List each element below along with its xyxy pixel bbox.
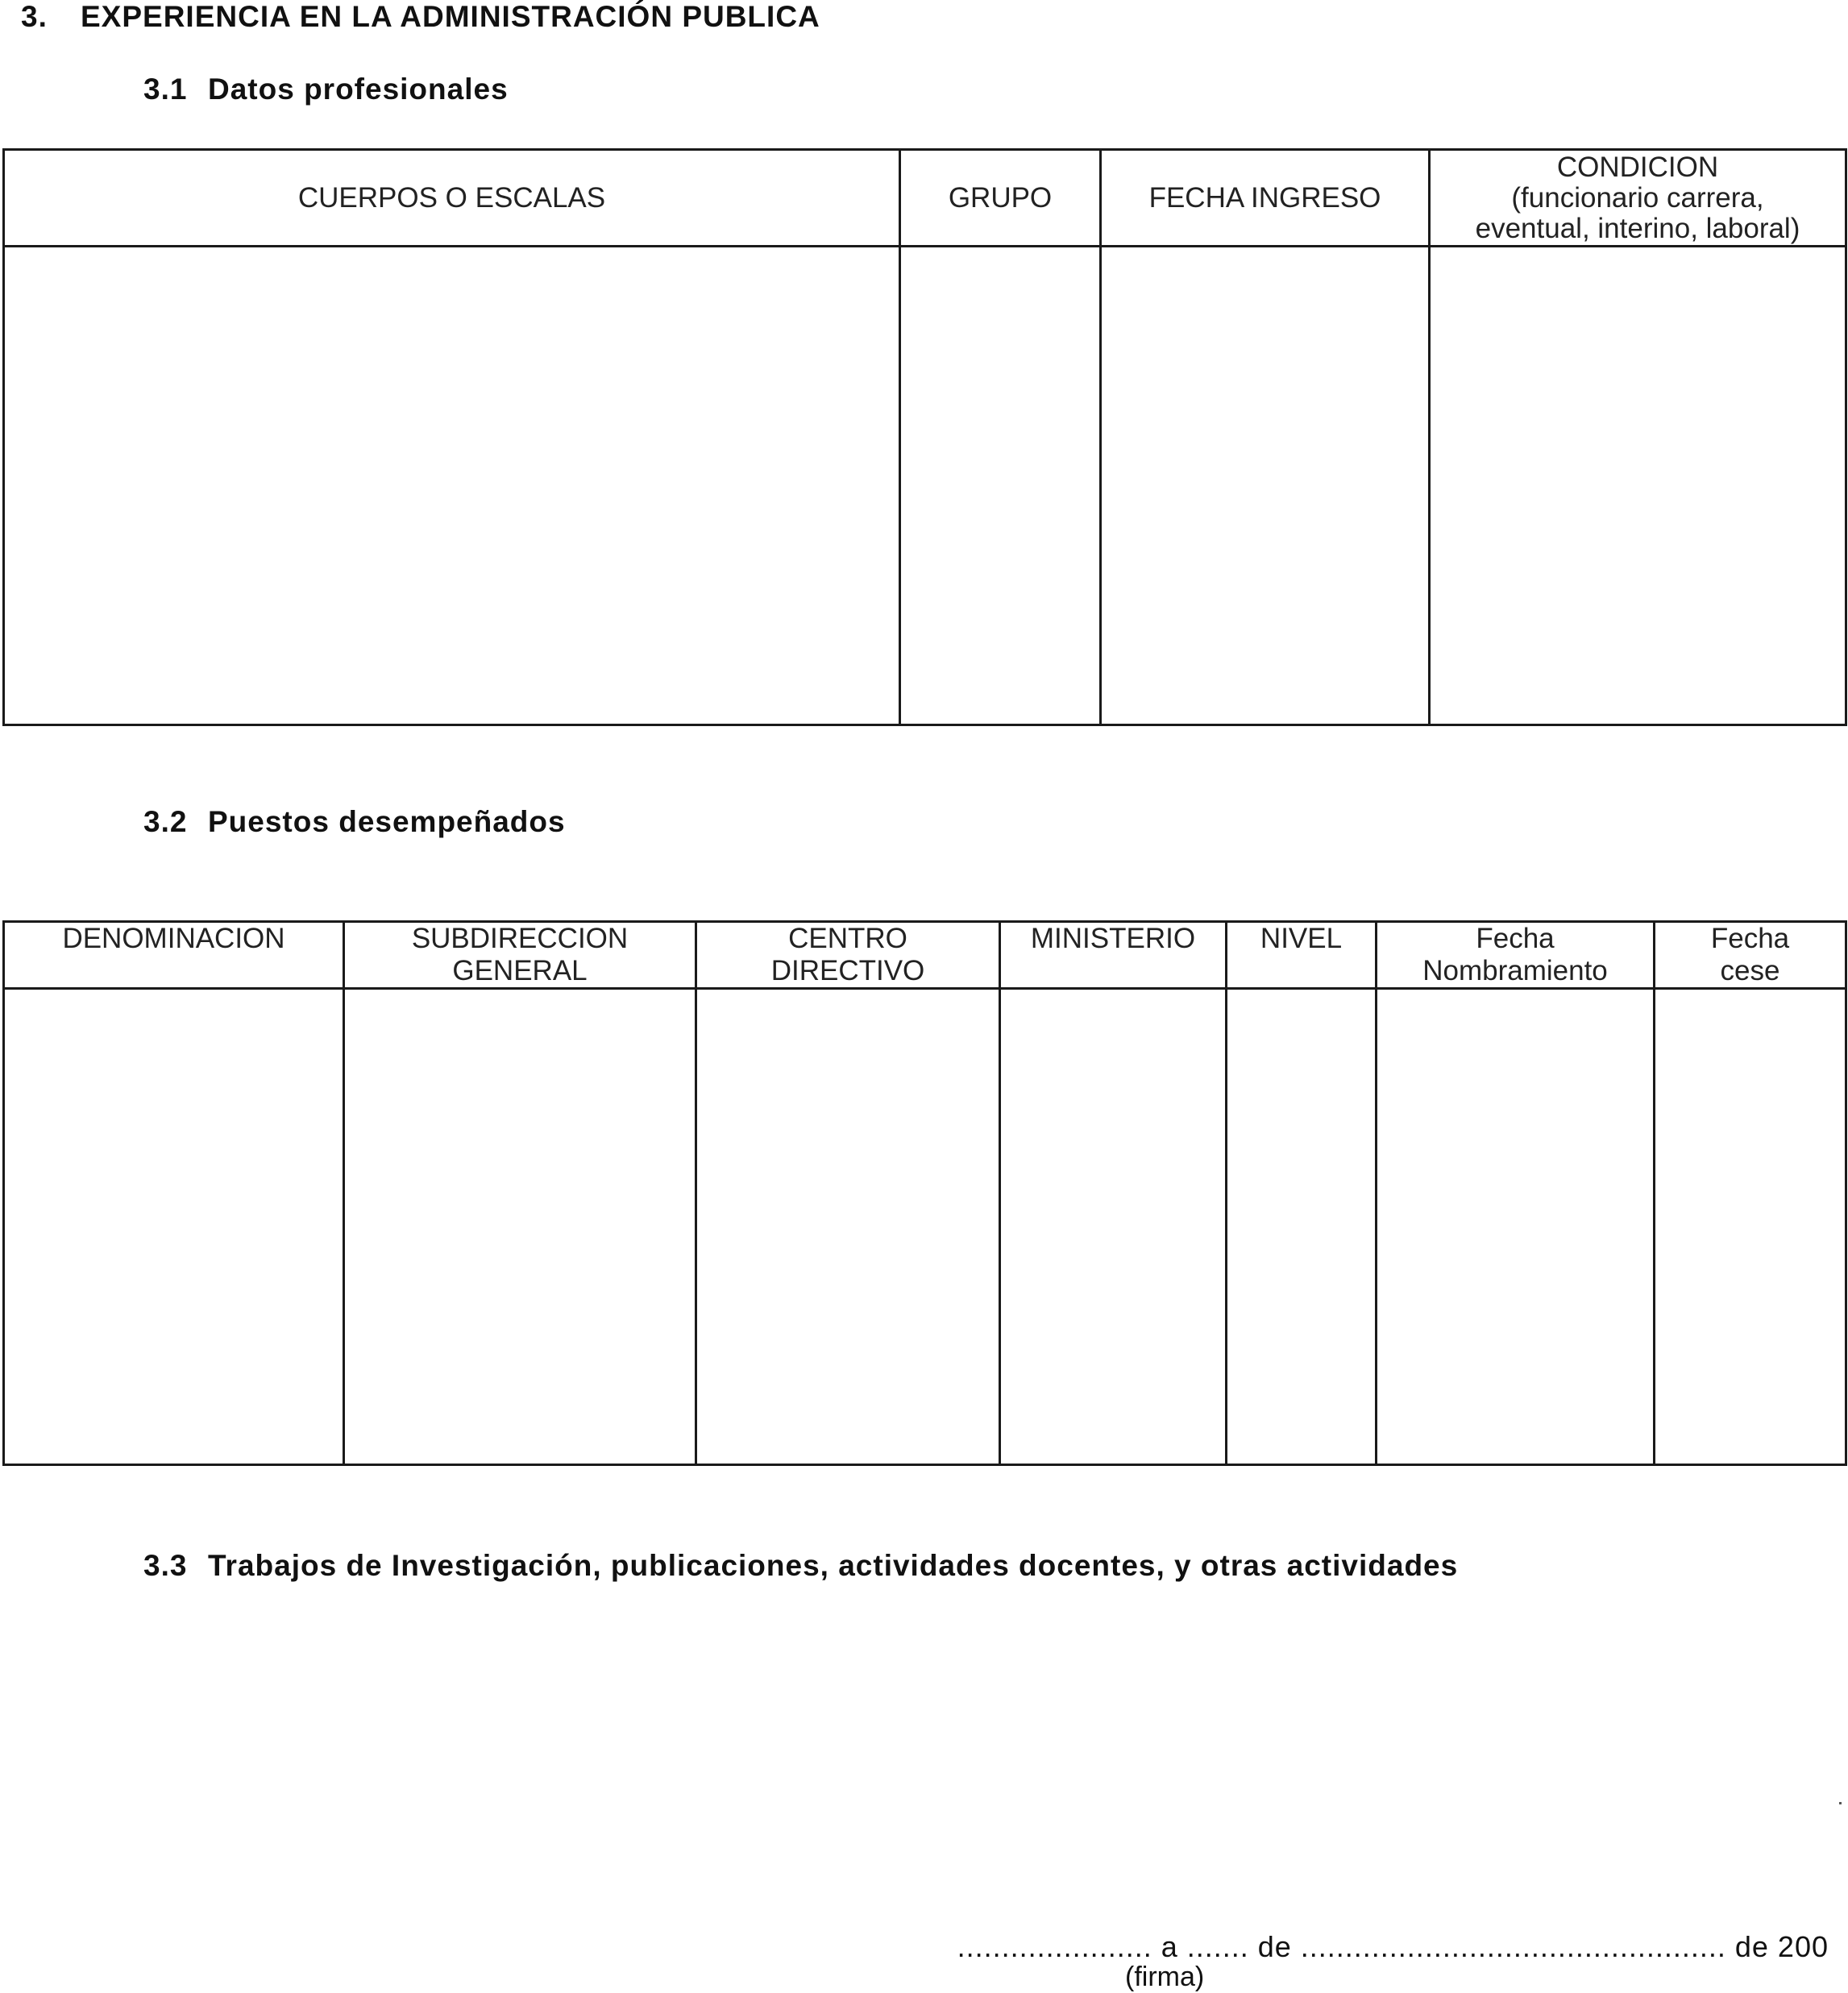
cell-grupo[interactable] xyxy=(900,247,1101,725)
header-line: NIVEL xyxy=(1260,923,1343,954)
scan-speck xyxy=(1839,1802,1842,1804)
table-row xyxy=(4,247,1846,725)
table-row xyxy=(4,989,1846,1465)
header-line: DIRECTIVO xyxy=(770,955,925,986)
header-line: cese xyxy=(1720,955,1780,986)
header-line: CENTRO xyxy=(788,923,907,954)
header-line: (funcionario carrera, xyxy=(1511,181,1764,214)
puestos-desempenados-table xyxy=(2,920,1847,1466)
header-line: Fecha xyxy=(1476,923,1555,954)
date-place-line: ...................... a ....... de ................................................ de 200 xyxy=(957,1930,1829,1963)
subsection-number: 3.3 xyxy=(143,1549,188,1582)
cell-denominacion[interactable] xyxy=(4,989,344,1465)
header-line: GENERAL xyxy=(452,955,588,986)
section-heading xyxy=(21,0,820,34)
cell-fecha-nombramiento[interactable] xyxy=(1377,989,1655,1465)
column-header-grupo: GRUPO xyxy=(900,150,1101,247)
subsection-title: Datos profesionales xyxy=(208,73,509,106)
subsection-heading-3-2 xyxy=(143,805,566,839)
header-line: SUBDIRECCION xyxy=(411,923,629,954)
firma-label: (firma) xyxy=(1125,1962,1205,1992)
subsection-number: 3.2 xyxy=(143,805,188,838)
column-header-centro-directivo xyxy=(696,922,1000,989)
table-header-row xyxy=(4,150,1846,247)
column-header-nivel xyxy=(1227,922,1377,989)
header-line: DENOMINACION xyxy=(62,923,285,954)
section-title: EXPERIENCIA EN LA ADMINISTRACIÓN PUBLICA xyxy=(81,0,820,33)
section-number: 3. xyxy=(21,0,48,33)
cell-fecha-ingreso[interactable] xyxy=(1101,247,1430,725)
cell-ministerio[interactable] xyxy=(1000,989,1227,1465)
column-header-fecha-ingreso: FECHA INGRESO xyxy=(1101,150,1430,247)
investigacion-text-area[interactable] xyxy=(143,1604,1828,1910)
header-line: Fecha xyxy=(1710,923,1790,954)
header-line: Nombramiento xyxy=(1422,955,1608,986)
column-header-fecha-cese xyxy=(1655,922,1846,989)
cell-condicion[interactable] xyxy=(1430,247,1846,725)
cell-fecha-cese[interactable] xyxy=(1655,989,1846,1465)
subsection-title: Trabajos de Investigación, publicaciones, actividades docentes, y otras actividades xyxy=(208,1549,1459,1582)
datos-profesionales-table xyxy=(2,148,1847,726)
table-header-row xyxy=(4,922,1846,989)
cell-cuerpos[interactable] xyxy=(4,247,900,725)
subsection-heading-3-3 xyxy=(143,1549,1458,1583)
column-header-ministerio xyxy=(1000,922,1227,989)
column-header-condicion xyxy=(1430,150,1846,247)
cell-subdireccion[interactable] xyxy=(344,989,696,1465)
subsection-heading-3-1 xyxy=(143,73,509,106)
column-header-cuerpos: CUERPOS O ESCALAS xyxy=(4,150,900,247)
header-line: CONDICION xyxy=(1556,151,1719,183)
cell-nivel[interactable] xyxy=(1227,989,1377,1465)
column-header-subdireccion xyxy=(344,922,696,989)
subsection-number: 3.1 xyxy=(143,73,188,106)
cell-centro-directivo[interactable] xyxy=(696,989,1000,1465)
header-line: eventual, interino, laboral) xyxy=(1475,212,1800,244)
subsection-title: Puestos desempeñados xyxy=(208,805,566,838)
header-line: MINISTERIO xyxy=(1030,923,1196,954)
column-header-fecha-nombramiento xyxy=(1377,922,1655,989)
column-header-denominacion xyxy=(4,922,344,989)
